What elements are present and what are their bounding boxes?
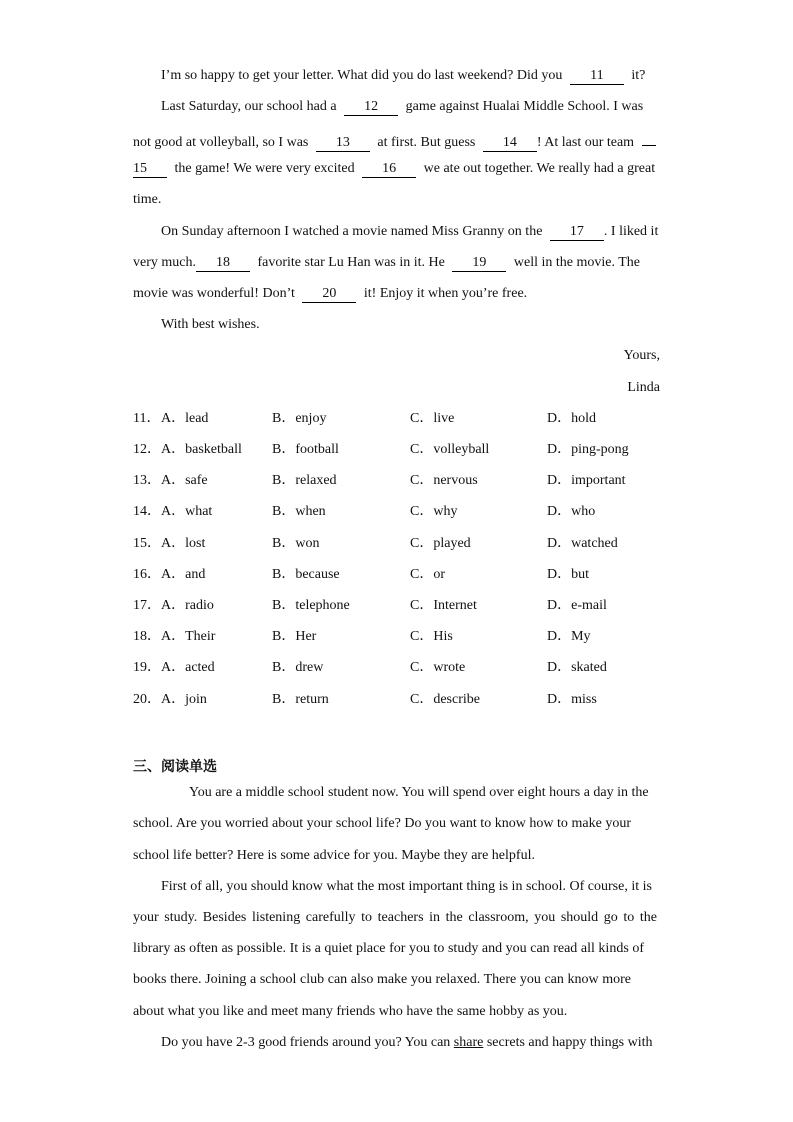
question-14 <box>133 502 673 522</box>
question-number: 16． <box>133 567 161 582</box>
text: favorite star Lu Han was in it. He <box>257 255 445 270</box>
yours-line <box>133 346 660 366</box>
passage-line-8 <box>133 284 660 304</box>
text: at first. But guess <box>377 135 476 150</box>
option-c[interactable]: C．describe <box>410 692 480 707</box>
passage-line-4 <box>133 159 660 179</box>
blank-12[interactable]: 12 <box>344 98 398 116</box>
text: secrets and happy things with <box>486 1035 653 1050</box>
text: I’m so happy to get your letter. What did you do last weekend? Did you <box>161 68 563 83</box>
option-b[interactable]: B．relaxed <box>272 473 337 488</box>
option-a[interactable]: A．lead <box>161 411 209 426</box>
option-a[interactable]: A．basketball <box>161 442 242 457</box>
passage-line-5 <box>133 190 660 210</box>
reading-line-1: You are a middle school student now. You will spend over eight hours a day in the <box>189 785 649 800</box>
question-number: 11． <box>133 411 161 426</box>
option-a[interactable]: A．what <box>161 504 213 519</box>
question-16 <box>133 565 673 585</box>
blank-19[interactable]: 19 <box>452 254 506 272</box>
option-c[interactable]: C．live <box>410 411 455 426</box>
option-c[interactable]: C．wrote <box>410 660 466 675</box>
option-d[interactable]: D．My <box>547 629 591 644</box>
blank-15-start[interactable] <box>642 128 656 146</box>
text: game against Hualai Middle School. I was <box>405 99 644 114</box>
option-b[interactable]: B．telephone <box>272 598 350 613</box>
option-d[interactable]: D．watched <box>547 536 618 551</box>
question-12 <box>133 440 673 460</box>
option-a[interactable]: A．join <box>161 692 207 707</box>
blank-13[interactable]: 13 <box>316 134 370 152</box>
text: very much. <box>133 255 196 270</box>
question-20 <box>133 690 673 710</box>
question-number: 15． <box>133 536 161 551</box>
question-number: 17． <box>133 598 161 613</box>
question-number: 18． <box>133 629 161 644</box>
option-b[interactable]: B．when <box>272 504 326 519</box>
option-d[interactable]: D．skated <box>547 660 607 675</box>
option-c[interactable]: C．played <box>410 536 471 551</box>
option-a[interactable]: A．safe <box>161 473 208 488</box>
option-d[interactable]: D．but <box>547 567 589 582</box>
text: well in the movie. The <box>513 255 640 270</box>
passage-line-3 <box>133 128 660 148</box>
reading-line-8: about what you like and meet many friends who have the same hobby as you. <box>133 1004 568 1019</box>
blank-20[interactable]: 20 <box>302 285 356 303</box>
reading-line-5: your study. Besides listening carefully to teachers in the classroom, you should go to the <box>133 910 657 925</box>
option-a[interactable]: A．radio <box>161 598 214 613</box>
reading-line-6: library as often as possible. It is a quiet place for you to study and you can read all kinds of <box>133 941 644 956</box>
reading-line-7: books there. Joining a school club can also make you relaxed. There you can know more <box>133 972 631 987</box>
option-d[interactable]: D．e-mail <box>547 598 607 613</box>
blank-11[interactable]: 11 <box>570 67 624 85</box>
reading-line-9 <box>161 1033 660 1053</box>
question-number: 14． <box>133 504 161 519</box>
option-a[interactable]: A．Their <box>161 629 216 644</box>
text: we ate out together. We really had a great <box>423 161 656 176</box>
question-number: 13． <box>133 473 161 488</box>
question-number: 12． <box>133 442 161 457</box>
question-19 <box>133 658 673 678</box>
question-number: 20． <box>133 692 161 707</box>
passage-line-7 <box>133 253 660 273</box>
blank-16[interactable]: 16 <box>362 160 416 178</box>
text: Last Saturday, our school had a <box>161 99 337 114</box>
text: it? <box>631 68 646 83</box>
passage-line-6 <box>161 222 660 242</box>
underlined-word: share <box>453 1035 484 1050</box>
blank-17[interactable]: 17 <box>550 223 604 241</box>
closing: With best wishes. <box>161 317 260 332</box>
option-d[interactable]: D．miss <box>547 692 597 707</box>
question-15 <box>133 534 673 554</box>
blank-18[interactable]: 18 <box>196 254 250 272</box>
option-c[interactable]: C．Internet <box>410 598 477 613</box>
text: Do you have 2-3 good friends around you? You can <box>161 1035 451 1050</box>
text: ! At last our team <box>536 135 635 150</box>
section-title: 三、阅读单选 <box>133 759 217 775</box>
option-b[interactable]: B．return <box>272 692 329 707</box>
text: the game! We were very excited <box>174 161 355 176</box>
text: . I liked it <box>603 224 659 239</box>
blank-14[interactable]: 14 <box>483 134 537 152</box>
question-17 <box>133 596 673 616</box>
text: not good at volleyball, so I was <box>133 135 309 150</box>
option-c[interactable]: C．why <box>410 504 458 519</box>
question-18 <box>133 627 673 647</box>
signature-line <box>133 378 660 398</box>
option-c[interactable]: C．volleyball <box>410 442 490 457</box>
reading-line-3: school life better? Here is some advice for you. Maybe they are helpful. <box>133 848 535 863</box>
reading-line-4: First of all, you should know what the most important thing is in school. Of course, it is <box>161 879 652 894</box>
option-d[interactable]: D．ping-pong <box>547 442 629 457</box>
option-b[interactable]: B．won <box>272 536 320 551</box>
option-b[interactable]: B．football <box>272 442 339 457</box>
option-a[interactable]: A．and <box>161 567 206 582</box>
text: On Sunday afternoon I watched a movie named Miss Granny on the <box>161 224 543 239</box>
blank-15[interactable]: 15 <box>133 160 167 178</box>
question-number: 19． <box>133 660 161 675</box>
closing-line <box>161 315 660 335</box>
option-d[interactable]: D．important <box>547 473 626 488</box>
passage-line-1 <box>161 66 660 86</box>
text: it! Enjoy it when you’re free. <box>363 286 528 301</box>
option-c[interactable]: C．or <box>410 567 445 582</box>
option-d[interactable]: D．hold <box>547 411 596 426</box>
text: time. <box>133 192 162 207</box>
text: movie was wonderful! Don’t <box>133 286 295 301</box>
signature: Linda <box>627 380 660 395</box>
option-d[interactable]: D．who <box>547 504 596 519</box>
question-11 <box>133 409 673 429</box>
yours: Yours, <box>623 348 660 363</box>
option-a[interactable]: A．acted <box>161 660 215 675</box>
reading-line-2: school. Are you worried about your school life? Do you want to know how to make your <box>133 816 631 831</box>
option-b[interactable]: B．drew <box>272 660 324 675</box>
passage-line-2 <box>161 97 660 117</box>
option-c[interactable]: C．His <box>410 629 453 644</box>
question-13 <box>133 471 673 491</box>
option-c[interactable]: C．nervous <box>410 473 478 488</box>
option-b[interactable]: B．Her <box>272 629 317 644</box>
option-a[interactable]: A．lost <box>161 536 206 551</box>
option-b[interactable]: B．because <box>272 567 340 582</box>
option-b[interactable]: B．enjoy <box>272 411 327 426</box>
